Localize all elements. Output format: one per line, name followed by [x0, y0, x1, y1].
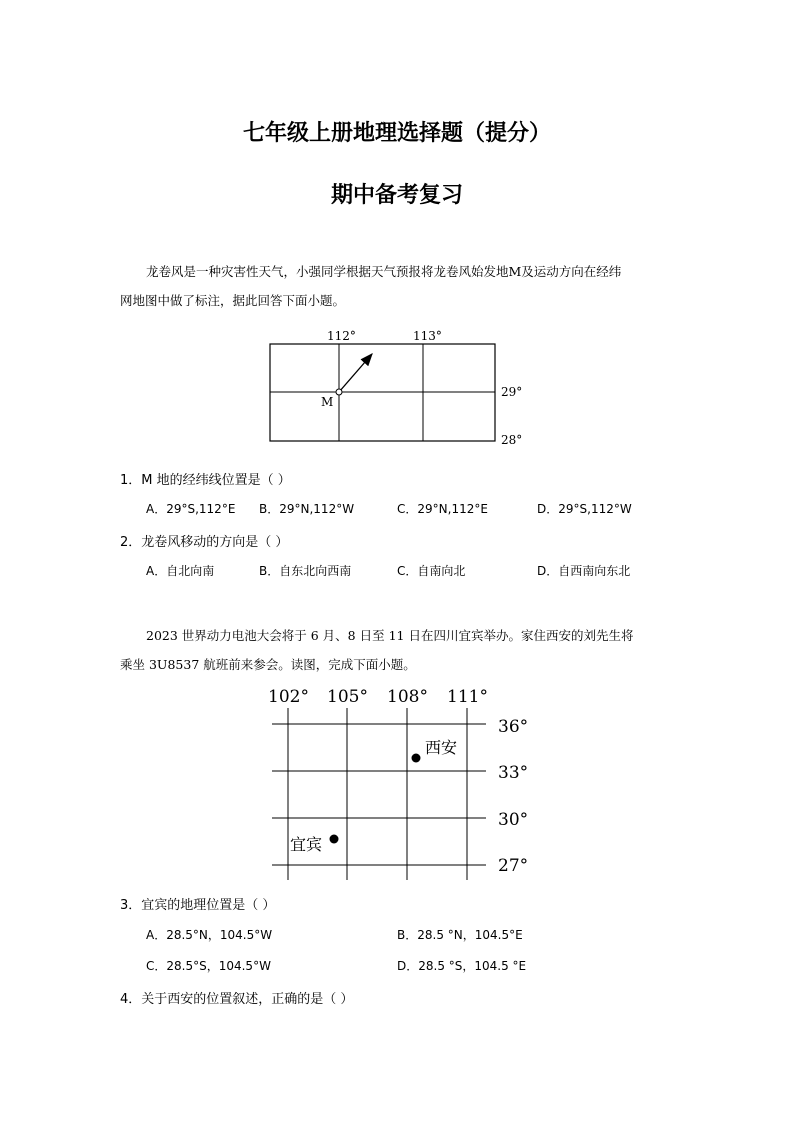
tornado-grid-map — [260, 322, 540, 452]
lat-label-36: 36° — [498, 717, 529, 737]
q2-option-a[interactable]: A．自北向南 — [146, 564, 215, 578]
q1-option-c[interactable]: C．29°N,112°E — [397, 502, 488, 516]
xian-label: 西安 — [425, 738, 458, 757]
lon-label-108: 108° — [387, 687, 428, 707]
section1-intro-line2: 网地图中做了标注，据此回答下面小题。 — [120, 293, 346, 308]
q1-option-a[interactable]: A．29°S,112°E — [146, 502, 236, 516]
question-1-stem: 1．M 地的经纬线位置是（ ） — [120, 473, 291, 488]
q2-option-b[interactable]: B．自东北向西南 — [259, 564, 352, 578]
section2-intro-line1: 2023 世界动力电池大会将于 6 月、8 日至 11 日在四川宜宾举办。家住西安的刘先生将 — [146, 628, 634, 643]
lat-label-33: 33° — [498, 763, 529, 783]
section1-intro-line1: 龙卷风是一种灾害性天气，小强同学根据天气预报将龙卷风始发地M及运动方向在经纬 — [146, 264, 622, 279]
lat-label-28: 28° — [501, 433, 523, 447]
lon-label-113: 113° — [413, 329, 442, 343]
lon-label-102: 102° — [268, 687, 309, 707]
yibin-marker — [330, 835, 339, 844]
movement-arrow — [339, 354, 372, 392]
q1-option-d[interactable]: D．29°S,112°W — [537, 502, 632, 516]
page-title: 七年级上册地理选择题（提分） — [242, 121, 551, 146]
lat-label-30: 30° — [498, 810, 529, 830]
lat-label-27: 27° — [498, 856, 529, 876]
q2-option-c[interactable]: C．自南向北 — [397, 564, 466, 578]
page-subtitle: 期中备考复习 — [330, 183, 463, 208]
lon-label-111: 111° — [447, 687, 488, 707]
lat-label-29: 29° — [501, 385, 523, 399]
q2-option-d[interactable]: D．自西南向东北 — [537, 564, 631, 578]
question-4-stem: 4．关于西安的位置叙述，正确的是（ ） — [120, 992, 354, 1007]
xian-marker — [412, 754, 421, 763]
q1-option-b[interactable]: B．29°N,112°W — [259, 502, 355, 516]
question-2-stem: 2．龙卷风移动的方向是（ ） — [120, 535, 289, 550]
q3-option-a[interactable]: A．28.5°N，104.5°W — [146, 928, 273, 942]
lon-label-112: 112° — [327, 329, 356, 343]
question-3-stem: 3．宜宾的地理位置是（ ） — [120, 898, 276, 913]
q3-option-c[interactable]: C．28.5°S，104.5°W — [146, 959, 271, 973]
lon-label-105: 105° — [327, 687, 368, 707]
q3-option-b[interactable]: B．28.5 °N，104.5°E — [397, 928, 523, 942]
point-m-marker — [336, 389, 342, 395]
city-grid-map — [260, 680, 550, 880]
section2-intro-line2: 乘坐 3U8537 航班前来参会。读图，完成下面小题。 — [120, 657, 416, 672]
q3-option-d[interactable]: D．28.5 °S，104.5 °E — [397, 959, 527, 973]
yibin-label: 宜宾 — [290, 835, 323, 854]
point-m-label: M — [321, 395, 334, 409]
